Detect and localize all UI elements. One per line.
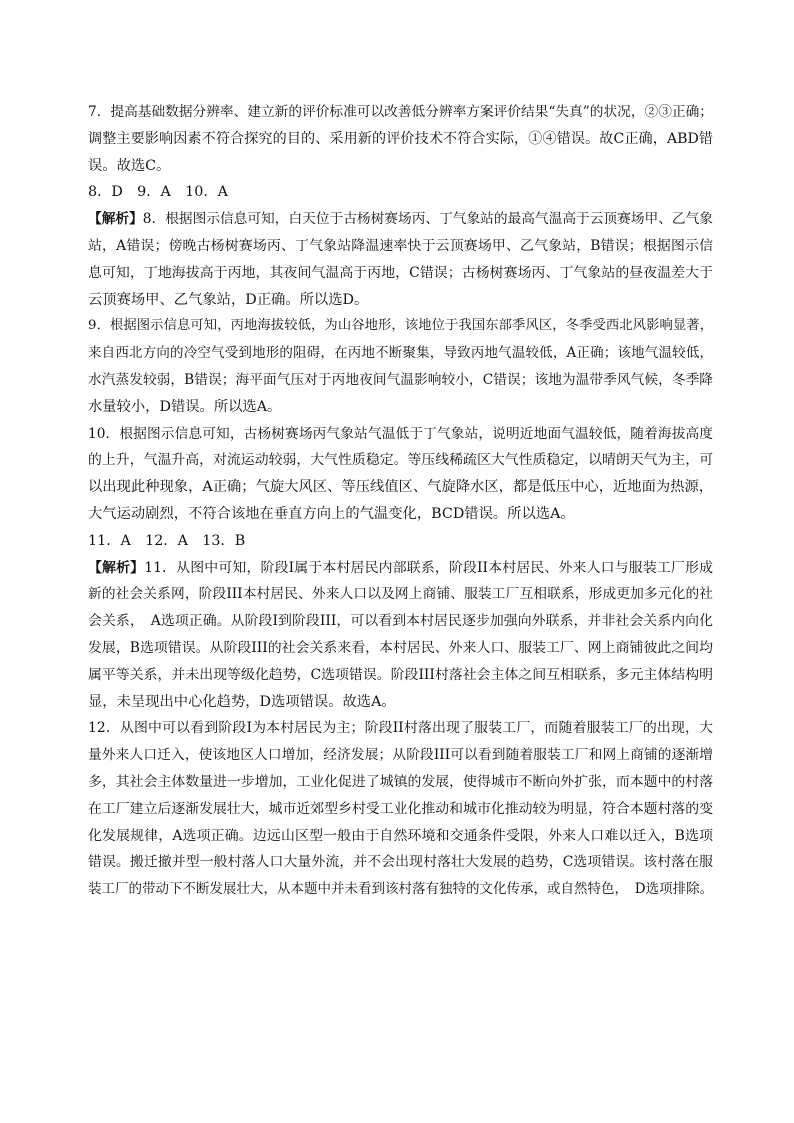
answer-page <box>88 99 713 903</box>
analysis-label: 【解析】 <box>88 211 143 228</box>
text-line: 云顶赛场甲、乙气象站，D正确。所以选D。 <box>88 291 369 308</box>
text-line: 会关系， A选项正确。从阶段I到阶段III，可以看到本村居民逐步加强向外联系，并非社会关系内向化 <box>88 613 713 630</box>
text-line: 多，其社会主体数量进一步增加，工业化促进了城镇的发展，使得城市不断向外扩张，而本题中的村落 <box>88 773 714 790</box>
text-line: 来自西北方向的冷空气受到地形的阻碍，在丙地不断聚集，导致丙地气温较低，A正确；该地气温较低， <box>88 345 713 362</box>
text-line: 属平等关系，并未出现等级化趋势，C选项错误。阶段III村落社会主体之间互相联系，多元主体结构明 <box>88 666 713 683</box>
answer-key-line: 11．A 12．A 13．B <box>88 532 246 549</box>
text-line: 化发展规律，A选项正确。边远山区型一般由于自然环境和交通条件受限，外来人口难以迁入，B选项 <box>88 827 713 844</box>
text-line: 大气运动剧烈，不符合该地在垂直方向上的气温变化，BCD错误。所以选A。 <box>88 505 575 522</box>
text-line: 站，A错误；傍晚古杨树赛场丙、丁气象站降温速率快于云顶赛场甲、乙气象站，B错误；根据图示信 <box>88 237 713 254</box>
text-line: 8．根据图示信息可知，白天位于古杨树赛场丙、丁气象站的最高气温高于云顶赛场甲、乙气象 <box>142 211 713 228</box>
text-line: 新的社会关系网，阶段III本村居民、外来人口以及网上商铺、服装工厂互相联系，形成更加多元化的社 <box>88 586 713 603</box>
answer-key-line: 8．D 9．A 10．A <box>88 184 228 201</box>
text-line: 7．提高基础数据分辨率、建立新的评价标准可以改善低分辨率方案评价结果“失真”的状况，②③正确； <box>88 104 713 120</box>
analysis-line <box>88 206 713 233</box>
text-line: 的上升，气温升高，对流运动较弱，大气性质稳定。等压线稀疏区大气性质稳定，以晴朗天气为主，可 <box>88 452 714 469</box>
text-line: 水汽蒸发较弱，B错误；海平面气压对于丙地夜间气温影响较小，C错误；该地为温带季风气候，冬季降 <box>88 371 713 388</box>
analysis-label: 【解析】 <box>88 559 145 576</box>
text-line: 12．从图中可以看到阶段I为本村居民为主；阶段II村落出现了服装工厂，而随着服装工厂的出现，大 <box>88 720 713 737</box>
analysis-line <box>88 555 713 582</box>
text-line: 在工厂建立后逐渐发展壮大，城市近郊型乡村受工业化推动和城市化推动较为明显，符合本题村落的变 <box>88 800 714 817</box>
text-line: 水量较小，D错误。所以选A。 <box>88 398 282 415</box>
text-line: 发展，B选项错误。从阶段III的社会关系来看，本村居民、外来人口、服装工厂、网上商铺彼此之间均 <box>88 639 713 656</box>
text-line: 误。故选C。 <box>88 157 171 174</box>
text-line: 10．根据图示信息可知，古杨树赛场丙气象站气温低于丁气象站，说明近地面气温较低，随着海拔高度 <box>88 425 713 442</box>
text-line: 以出现此种现象，A正确；气旋大风区、等压线值区、气旋降水区，都是低压中心，近地面为热源， <box>88 479 714 496</box>
text-line: 9．根据图示信息可知，丙地海拔较低，为山谷地形，该地位于我国东部季风区，冬季受西北风影响显著， <box>88 318 713 334</box>
text-line: 11．从图中可知，阶段I属于本村居民内部联系，阶段II本村居民、外来人口与服装工厂形成 <box>144 559 713 576</box>
text-line: 调整主要影响因素不符合探究的目的、采用新的评价技术不符合实际，①④错误。故C正确，ABD错 <box>88 130 713 147</box>
text-line: 错误。搬迁撤并型一般村落人口大量外流，并不会出现村落壮大发展的趋势，C选项错误。该村落在服 <box>88 854 713 871</box>
text-line: 量外来人口迁入，使该地区人口增加，经济发展；从阶段III可以看到随着服装工厂和网上商铺的逐渐增 <box>88 747 713 764</box>
text-line: 息可知，丁地海拔高于丙地，其夜间气温高于丙地，C错误；古杨树赛场丙、丁气象站的昼夜温差大于 <box>88 264 713 281</box>
text-line: 显，未呈现出中心化趋势，D选项错误。故选A。 <box>88 693 396 710</box>
text-line: 装工厂的带动下不断发展壮大，从本题中并未看到该村落有独特的文化传承，或自然特色， D选项排除。 <box>88 881 714 898</box>
